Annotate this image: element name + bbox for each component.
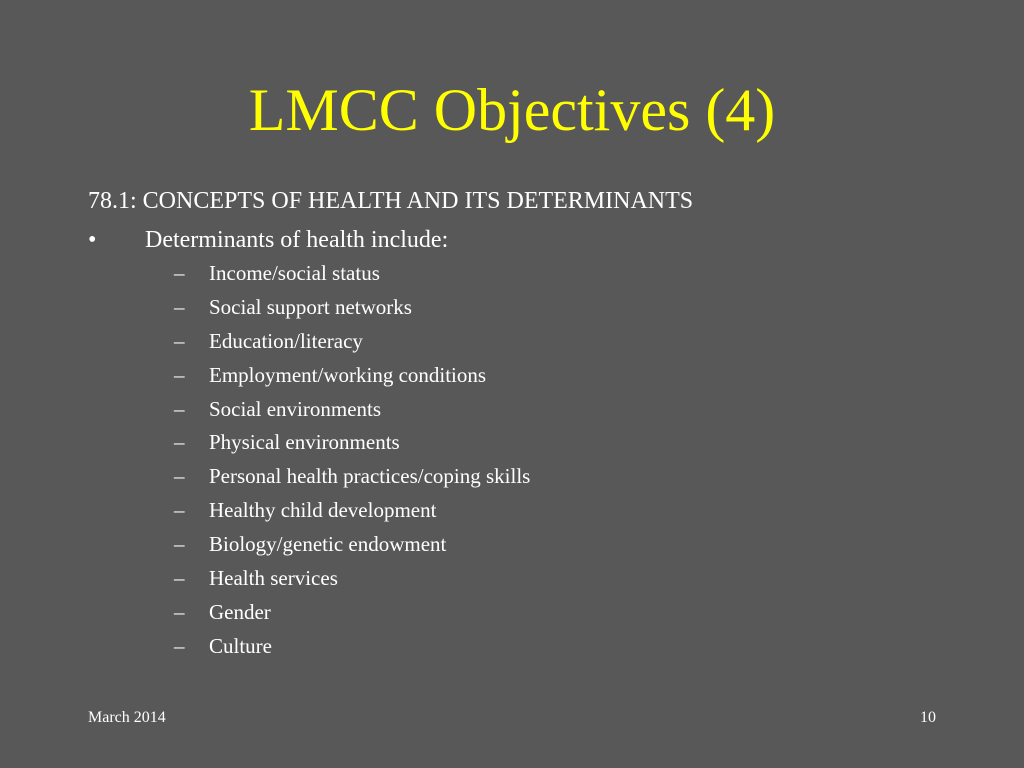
dash-marker: –	[174, 498, 185, 523]
list-item-text: Income/social status	[209, 261, 380, 285]
list-item-text: Social environments	[209, 396, 382, 421]
list-item-text: Employment/working conditions	[209, 362, 487, 387]
list-item-text: Education/literacy	[209, 328, 363, 353]
dash-marker: –	[174, 430, 185, 455]
dash-marker: –	[174, 261, 185, 285]
dash-marker: –	[174, 532, 185, 557]
bullet-text: Determinants of health include:	[145, 227, 449, 253]
list-item-text: Culture	[209, 633, 272, 658]
dash-marker: –	[174, 566, 185, 591]
dash-marker: –	[174, 633, 185, 658]
slide-title: LMCC Objectives (4)	[248, 77, 776, 143]
list-item-text: Biology/genetic endowment	[209, 532, 447, 557]
section-heading: 78.1: CONCEPTS OF HEALTH AND ITS DETERMINANTS	[88, 188, 694, 214]
dash-marker: –	[174, 599, 185, 624]
dash-marker: –	[174, 396, 185, 421]
list-item-text: Gender	[209, 599, 271, 624]
page-number: 10	[920, 709, 936, 726]
list-item-text: Healthy child development	[209, 498, 437, 523]
list-item-text: Health services	[209, 566, 338, 591]
bullet-symbol: •	[88, 227, 97, 253]
list-item-text: Social support networks	[209, 294, 412, 319]
footer-date: March 2014	[88, 709, 166, 726]
list-item-text: Physical environments	[209, 430, 400, 455]
list-item-text: Personal health practices/coping skills	[209, 464, 531, 489]
dash-marker: –	[174, 362, 185, 387]
dash-marker: –	[174, 328, 185, 353]
dash-marker: –	[174, 294, 185, 319]
dash-marker: –	[174, 464, 185, 489]
